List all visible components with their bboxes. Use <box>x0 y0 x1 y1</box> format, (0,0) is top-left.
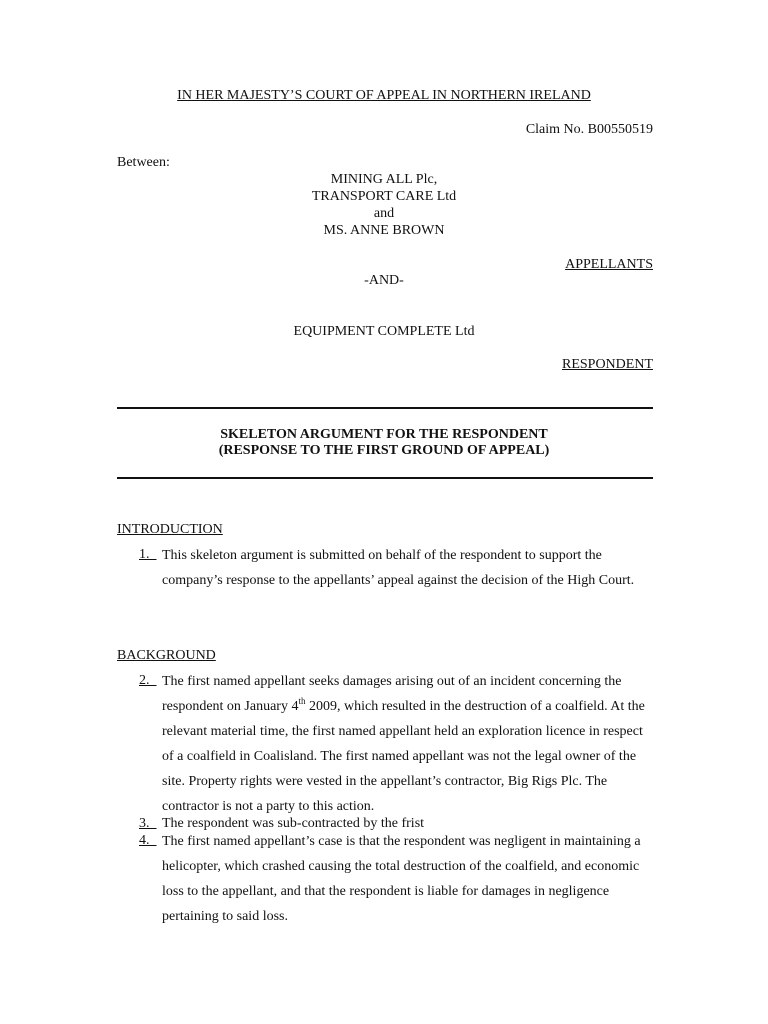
paragraph-3-number: 3. <box>139 816 157 831</box>
and-separator: -AND- <box>364 273 404 288</box>
ordinal-suffix: th <box>298 696 306 706</box>
title-line-2: (RESPONSE TO THE FIRST GROUND OF APPEAL) <box>218 443 550 458</box>
appellant-1: MINING ALL Plc, <box>330 172 438 187</box>
title-top-rule <box>117 407 653 409</box>
paragraph-2-text <box>162 669 654 819</box>
title-line-1: SKELETON ARGUMENT FOR THE RESPONDENT <box>220 427 548 442</box>
title-bottom-rule <box>117 477 653 479</box>
paragraph-1-text: This skeleton argument is submitted on behalf of the respondent to support the company’s response to the appellants’ appeal against the decision of the High Court. <box>162 548 635 588</box>
claim-number: Claim No. B00550519 <box>525 122 653 137</box>
paragraph-2-number: 2. <box>139 673 157 688</box>
paragraph-4-text: The first named appellant’s case is that the respondent was negligent in maintaining a helicopter, which crashed causing the total destruction of the coalfield, and economic loss to the appellant, and that the respondent is liable for damages in negligence pertaining to said loss. <box>162 834 641 924</box>
paragraph-3-text: The respondent was sub-contracted by the frist <box>162 816 425 831</box>
and-word: and <box>373 206 395 221</box>
appellants-label: APPELLANTS <box>565 257 653 272</box>
respondent-label: RESPONDENT <box>561 357 653 372</box>
respondent-name: EQUIPMENT COMPLETE Ltd <box>293 324 475 339</box>
appellant-3: MS. ANNE BROWN <box>323 223 445 238</box>
background-heading: BACKGROUND <box>117 648 216 663</box>
between-label: Between: <box>117 155 170 170</box>
appellant-2: TRANSPORT CARE Ltd <box>311 189 457 204</box>
paragraph-2-text-start: The first named appellant seeks damages arising out of an incident concerning the respondent on January 4 <box>162 674 622 714</box>
paragraph-2-text-end: 2009, which resulted in the destruction of a coalfield. At the relevant material time, the first named appellant held an exploration licence in respect of a coalfield in Coalisland. The first named appellant was not the legal owner of the site. Property rights were vested in the appellant’s contractor, Big Rigs Plc. The contractor is not a party to this action. <box>162 699 645 814</box>
paragraph-1-number: 1. <box>139 547 157 562</box>
introduction-heading: INTRODUCTION <box>117 522 223 537</box>
paragraph-4-number: 4. <box>139 833 157 848</box>
court-heading: IN HER MAJESTY’S COURT OF APPEAL IN NORTHERN IRELAND <box>177 88 591 103</box>
